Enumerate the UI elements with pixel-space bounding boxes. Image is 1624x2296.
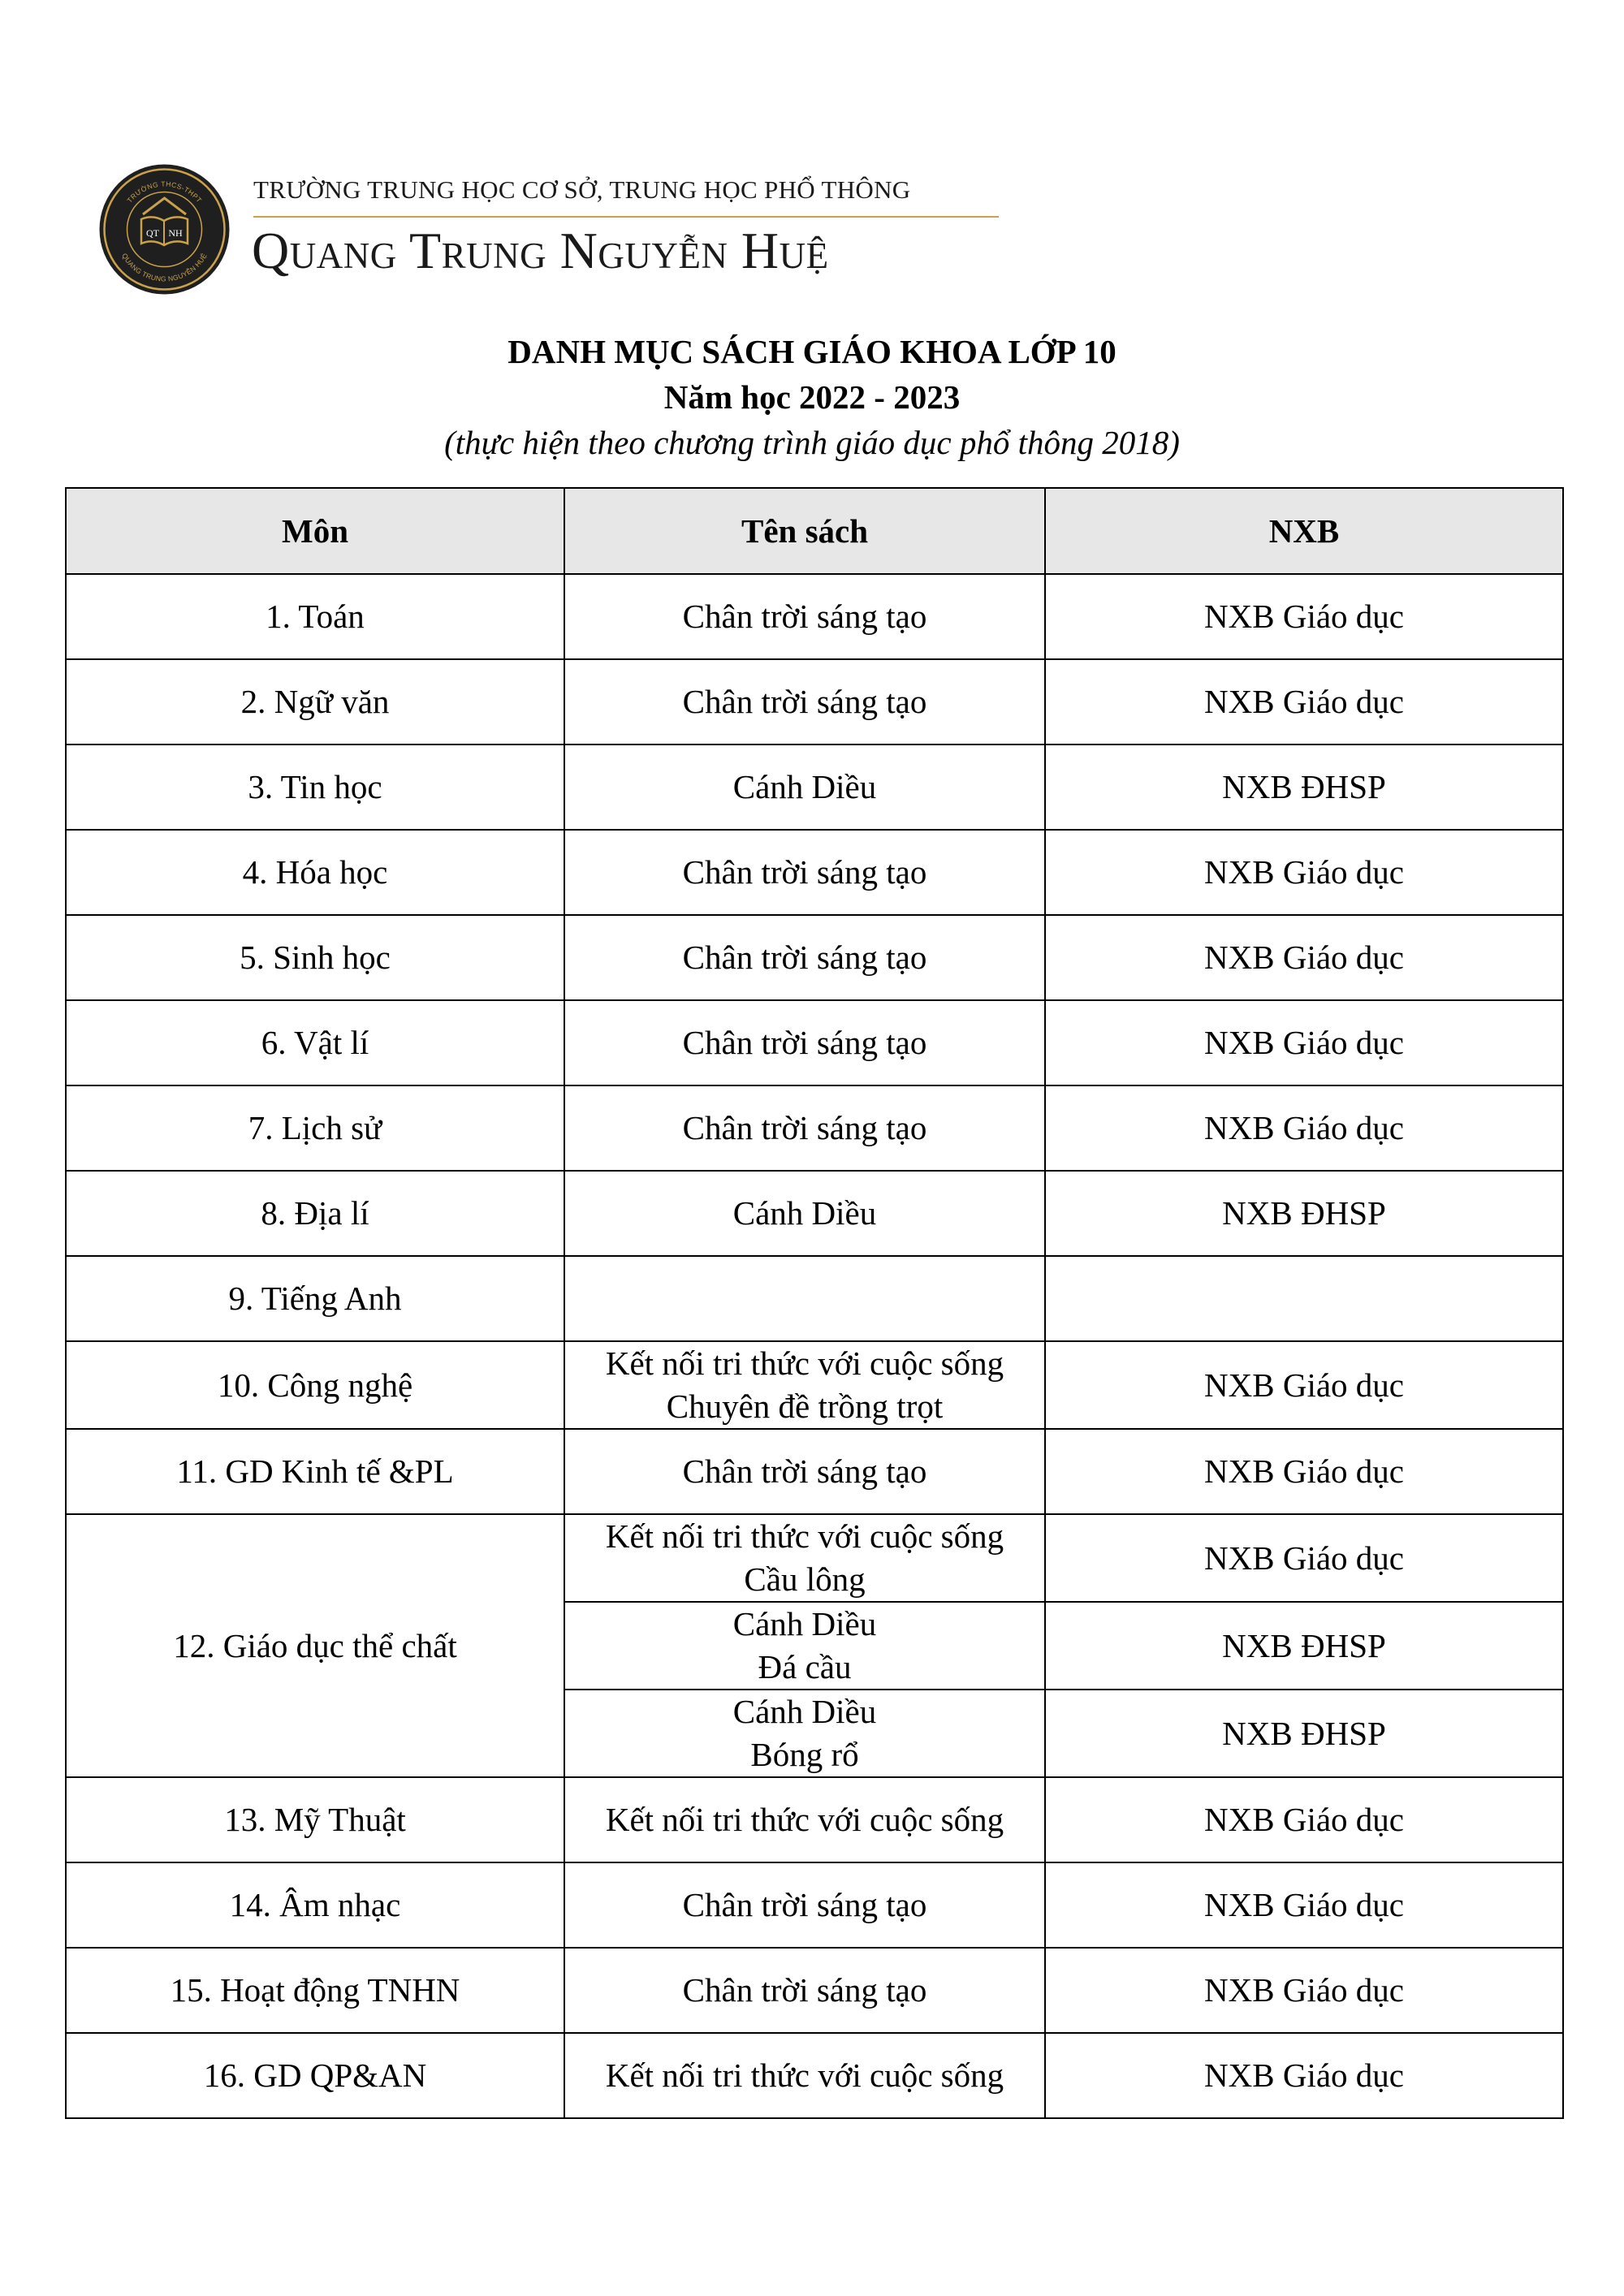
publisher-cell: NXB Giáo dục — [1045, 1777, 1563, 1862]
subject-cell: 1. Toán — [66, 574, 564, 659]
school-year: Năm học 2022 - 2023 — [663, 378, 961, 416]
publisher-cell: NXB Giáo dục — [1045, 659, 1563, 744]
header-publisher: NXB — [1045, 488, 1563, 574]
book-cell: Chân trời sáng tạo — [564, 830, 1045, 915]
book-cell: Kết nối tri thức với cuộc sống — [564, 1777, 1045, 1862]
book-title-line: Kết nối tri thức với cuộc sống — [605, 1344, 1004, 1382]
school-header-divider — [253, 216, 999, 218]
book-cell: Chân trời sáng tạo — [564, 1085, 1045, 1171]
publisher-cell: NXB Giáo dục — [1045, 830, 1563, 915]
book-title-line: Kết nối tri thức với cuộc sống — [605, 1517, 1004, 1555]
logo-top-text: TRƯỜNG THCS-THPT — [125, 179, 204, 205]
publisher-cell — [1045, 1256, 1563, 1341]
book-cell: Chân trời sáng tạo — [564, 1429, 1045, 1514]
subject-cell: 2. Ngữ văn — [66, 659, 564, 744]
book-cell: Chân trời sáng tạo — [564, 1948, 1045, 2033]
subject-cell: 13. Mỹ Thuật — [66, 1777, 564, 1862]
logo-center-right-text: NH — [168, 227, 183, 239]
subject-cell: 6. Vật lí — [66, 1000, 564, 1085]
book-subtitle-line: Đá cầu — [758, 1648, 852, 1685]
subject-cell: 8. Địa lí — [66, 1171, 564, 1256]
publisher-cell: NXB ĐHSP — [1045, 744, 1563, 830]
table-row — [66, 659, 1563, 744]
logo-center-left-text: QT — [146, 227, 159, 239]
document-subtitle: (thực hiện theo chương trình giáo dục phổ thông 2018) — [444, 424, 1180, 461]
subject-cell: 9. Tiếng Anh — [66, 1256, 564, 1341]
publisher-cell: NXB ĐHSP — [1045, 1171, 1563, 1256]
publisher-cell: NXB Giáo dục — [1045, 1948, 1563, 2033]
book-cell: Kết nối tri thức với cuộc sống — [564, 2033, 1045, 2118]
table-row — [66, 1341, 1563, 1429]
subject-cell: 3. Tin học — [66, 744, 564, 830]
book-subtitle-line: Bóng rổ — [750, 1736, 859, 1773]
book-cell — [564, 1256, 1045, 1341]
subject-cell: 11. GD Kinh tế &PL — [66, 1429, 564, 1514]
book-cell: Cánh Diều — [564, 744, 1045, 830]
book-cell: Chân trời sáng tạo — [564, 659, 1045, 744]
document-title: DANH MỤC SÁCH GIÁO KHOA LỚP 10 — [508, 333, 1116, 370]
table-row — [66, 830, 1563, 915]
subject-cell: 10. Công nghệ — [66, 1341, 564, 1429]
publisher-cell: NXB Giáo dục — [1045, 574, 1563, 659]
book-subtitle-line: Chuyên đề trồng trọt — [666, 1388, 944, 1425]
table-row — [66, 1777, 1563, 1862]
school-logo-icon — [97, 162, 231, 296]
logo-bottom-text: QUANG TRUNG NGUYỄN HUỆ — [120, 252, 209, 283]
subject-cell: 7. Lịch sử — [66, 1085, 564, 1171]
table-row — [66, 1085, 1563, 1171]
subject-cell: 14. Âm nhạc — [66, 1862, 564, 1948]
subject-cell: 15. Hoạt động TNHN — [66, 1948, 564, 2033]
book-cell: Chân trời sáng tạo — [564, 574, 1045, 659]
publisher-cell: NXB ĐHSP — [1045, 1690, 1563, 1777]
document-titles — [0, 329, 1624, 465]
book-cell — [564, 1341, 1045, 1429]
table-row — [66, 1429, 1563, 1514]
table-row — [66, 1948, 1563, 2033]
school-header — [97, 159, 909, 297]
book-cell: Chân trời sáng tạo — [564, 1862, 1045, 1948]
table-row — [66, 1862, 1563, 1948]
publisher-cell: NXB ĐHSP — [1045, 1602, 1563, 1690]
publisher-cell: NXB Giáo dục — [1045, 1429, 1563, 1514]
table-row — [66, 915, 1563, 1000]
textbook-table — [65, 487, 1564, 2119]
publisher-cell: NXB Giáo dục — [1045, 915, 1563, 1000]
subject-cell: 16. GD QP&AN — [66, 2033, 564, 2118]
header-subject: Môn — [66, 488, 564, 574]
book-cell: Chân trời sáng tạo — [564, 915, 1045, 1000]
publisher-cell: NXB Giáo dục — [1045, 1085, 1563, 1171]
book-title-line: Cánh Diều — [732, 1605, 877, 1642]
publisher-cell: NXB Giáo dục — [1045, 2033, 1563, 2118]
school-name: Quang Trung Nguyễn Huệ — [252, 222, 829, 279]
subject-cell: 12. Giáo dục thể chất — [66, 1514, 564, 1777]
table-row — [66, 1171, 1563, 1256]
table-row — [66, 2033, 1563, 2118]
book-cell: Cánh Diều — [564, 1171, 1045, 1256]
school-type-label: TRƯỜNG TRUNG HỌC CƠ SỞ, TRUNG HỌC PHỔ THÔNG — [253, 175, 911, 204]
subject-cell: 5. Sinh học — [66, 915, 564, 1000]
publisher-cell: NXB Giáo dục — [1045, 1000, 1563, 1085]
header-book: Tên sách — [564, 488, 1045, 574]
subject-cell: 4. Hóa học — [66, 830, 564, 915]
publisher-cell: NXB Giáo dục — [1045, 1862, 1563, 1948]
table-row — [66, 1256, 1563, 1341]
book-title-line: Cánh Diều — [732, 1693, 877, 1730]
book-cell: Chân trời sáng tạo — [564, 1000, 1045, 1085]
book-cell — [564, 1514, 1045, 1602]
table-row — [66, 574, 1563, 659]
publisher-cell: NXB Giáo dục — [1045, 1514, 1563, 1602]
publisher-cell: NXB Giáo dục — [1045, 1341, 1563, 1429]
table-row — [66, 744, 1563, 830]
table-header-row — [66, 488, 1563, 574]
book-cell — [564, 1602, 1045, 1690]
book-subtitle-line: Cầu lông — [744, 1560, 866, 1598]
table-row — [66, 1000, 1563, 1085]
table-row — [66, 1514, 1563, 1602]
book-cell — [564, 1690, 1045, 1777]
